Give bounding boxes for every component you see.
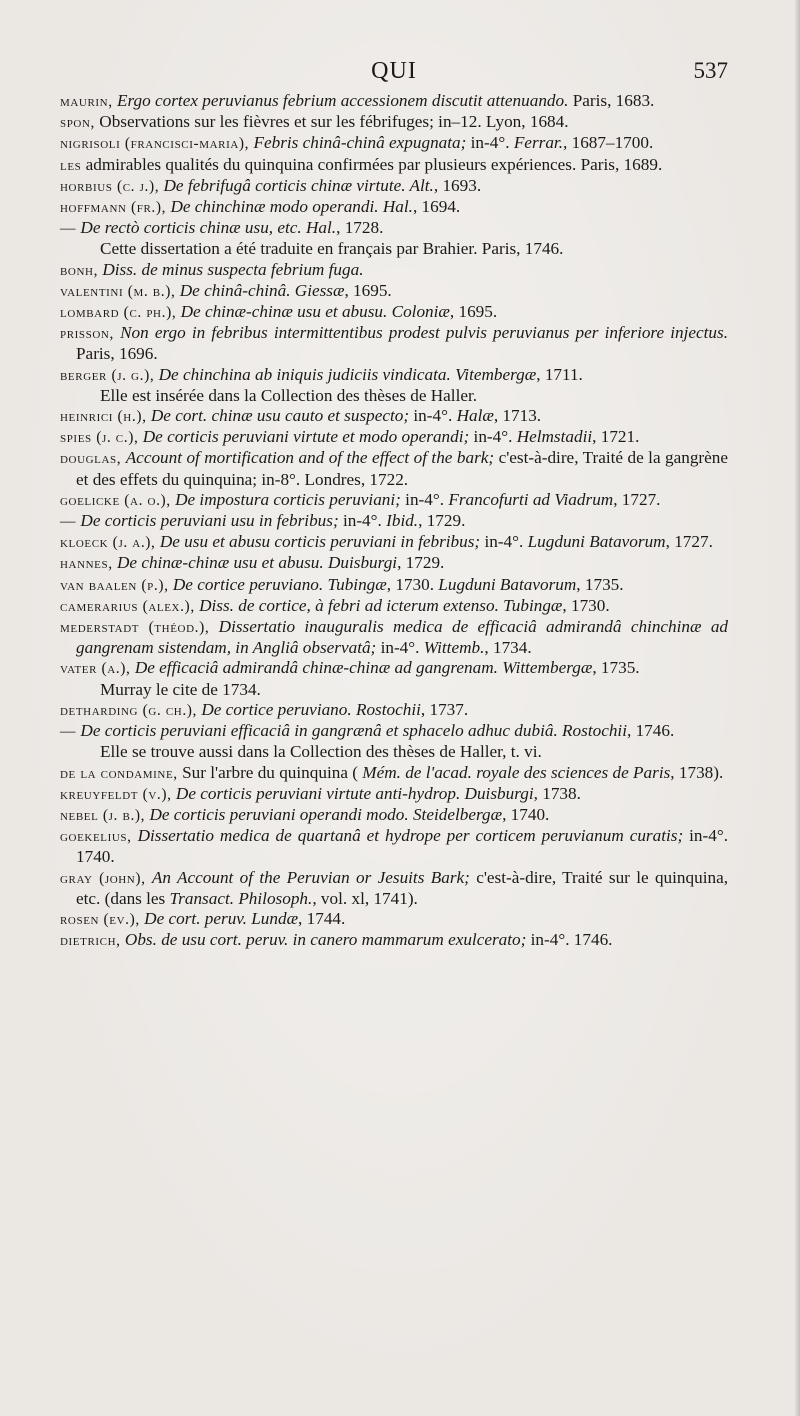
entry-title: Febris chinâ-chinâ expugnata;	[253, 133, 467, 153]
entry-author: prisson,	[60, 325, 114, 343]
entry-title: De cort. chinæ usu cauto et suspecto;	[150, 406, 410, 426]
entry-text: , 1735.	[592, 658, 640, 678]
entry-author: detharding (g. ch.),	[60, 701, 198, 719]
entry-text: , 1711.	[536, 364, 583, 384]
entry-text: , 1728.	[336, 218, 384, 238]
entry-text: Sur l'arbre du quinquina (	[177, 762, 358, 782]
bibliography-entry	[60, 575, 728, 596]
entry-text: , 1730.	[386, 574, 439, 594]
entry-text: , 1687–1700.	[563, 133, 654, 153]
entry-title: De cort. peruv. Lundæ	[144, 908, 299, 928]
entry-author: hoffmann (fr.),	[60, 199, 167, 217]
entry-author: —	[60, 220, 77, 238]
entry-author: nebel (j. b.),	[60, 806, 146, 824]
bibliography-entry	[60, 805, 728, 826]
bibliography-entry	[60, 91, 728, 112]
bibliography-entry	[60, 281, 728, 302]
entry-title: De chinchinæ modo operandi. Hal.	[170, 197, 413, 217]
entry-author: gray (john),	[60, 869, 146, 887]
bibliography-entry	[60, 260, 728, 281]
bibliography-entry	[60, 490, 728, 511]
entry-author: camerarius (alex.),	[60, 597, 195, 615]
entry-author: spies (j. c.),	[60, 429, 139, 447]
entry-title: Account of mortification and of the effect of the bark;	[125, 448, 495, 468]
entry-author: van baalen (p.),	[60, 576, 169, 594]
bibliography-entry	[60, 176, 728, 197]
bibliography-entry	[60, 553, 728, 574]
entry-title: De chinæ-chinæ usu et abusu. Duisburgi	[116, 553, 398, 573]
note-text: Cette dissertation a été traduite en français par Brahier. Paris, 1746.	[100, 239, 564, 259]
entry-title: Diss. de cortice, à febri ad icterum extenso. Tubingæ	[199, 595, 563, 615]
entry-text: Paris, 1683.	[568, 91, 655, 110]
entry-place: Halæ	[456, 406, 494, 426]
entry-author: valentini (m. b.),	[60, 282, 176, 300]
entry-text: , 1730.	[562, 595, 610, 615]
bibliography-entry	[60, 448, 728, 489]
entry-note	[60, 386, 728, 406]
entry-text: , 1694.	[412, 197, 461, 217]
bibliography-entry	[60, 133, 728, 154]
bibliography-entry	[60, 930, 728, 951]
entry-text: , 1695.	[344, 280, 392, 300]
entry-title: Ergo cortex peruvianus febrium accessionem discutit attenuando.	[116, 91, 569, 110]
page-number: 537	[693, 58, 728, 83]
entry-place: Lugduni Batavorum	[438, 574, 577, 594]
bibliography-entry	[60, 511, 728, 532]
entry-author: lombard (c. ph.),	[60, 304, 177, 322]
entry-text: , 1746.	[626, 721, 675, 741]
entry-author: spon,	[60, 114, 95, 132]
entry-title: Obs. de usu cort. peruv. in canero mammarum exulcerato;	[124, 930, 527, 950]
bibliography-entry	[60, 763, 728, 784]
entry-text: in-4°. 1740.	[76, 826, 729, 867]
entry-text: admirables qualités du quinquina confirmées par plusieurs expériences. Paris, 1689.	[81, 154, 663, 174]
entry-text: in-4°.	[338, 511, 387, 531]
entry-place: Lugduni Batavorum	[527, 532, 666, 552]
entry-title: De chinæ-chinæ usu et abusu. Coloniæ	[180, 302, 450, 322]
entry-title: De chinchina ab iniquis judiciis vindicata. Vitembergæ	[158, 364, 537, 384]
entry-title: De chinâ-chinâ. Giessæ	[179, 280, 345, 300]
note-text: Murray le cite de 1734.	[100, 679, 261, 699]
entry-place: Ferrar.	[513, 133, 563, 153]
entry-title: Non ergo in febribus intermittentibus prodest pulvis peruvianus per inferiore injectus.	[120, 323, 729, 343]
entry-text: in-4°.	[376, 638, 424, 658]
entry-text: , 1729.	[418, 511, 466, 531]
bibliography-entry	[60, 406, 728, 427]
entry-text: in-4°.	[400, 489, 449, 509]
entry-note	[60, 742, 728, 762]
entry-text: , 1713.	[493, 406, 542, 426]
entry-text: Observations sur les fièvres et sur les fébrifuges; in–12. Lyon, 1684.	[95, 112, 569, 132]
bibliography-entry	[60, 532, 728, 553]
bibliography-entry	[60, 323, 728, 364]
entry-text: , 1738.	[533, 783, 581, 803]
page-header	[60, 58, 728, 88]
entry-author: —	[60, 513, 77, 531]
entry-note	[60, 680, 728, 700]
entry-place: Helmstadii	[516, 427, 593, 447]
entry-place: Wittemb.	[423, 638, 485, 658]
entry-author: dietrich,	[60, 932, 121, 950]
entry-author: heinrici (h.),	[60, 408, 147, 426]
entry-author: kreuyfeldt (v.),	[60, 785, 172, 803]
entry-text: in-4°.	[409, 406, 457, 426]
entry-title: Dissertatio inauguralis medica de efficaciâ admirandâ chinchinæ ad gangrenam sistendam, in Angliâ observatâ;	[76, 617, 729, 658]
entry-text: , 1740.	[502, 804, 550, 824]
entry-title: De febrifugâ corticis chinæ virtute. Alt.	[163, 175, 434, 195]
entry-place: Francofurti ad Viadrum	[448, 489, 614, 509]
entry-place: Ibid.	[386, 511, 419, 531]
entry-text: in-4°.	[466, 133, 514, 153]
entry-text: , 1695.	[449, 302, 498, 322]
entry-author: hannes,	[60, 555, 113, 573]
bibliography-entry	[60, 826, 728, 867]
bibliography-list	[60, 91, 728, 951]
entry-author: maurin,	[60, 93, 113, 110]
entry-text: , 1737.	[420, 699, 469, 719]
bibliography-entry	[60, 218, 728, 239]
entry-text: , 1693.	[433, 175, 482, 195]
entry-title: De corticis peruviani usu in febribus;	[80, 511, 339, 531]
entry-text: , 1734.	[484, 638, 532, 658]
entry-author: les	[60, 156, 82, 174]
entry-author: kloeck (j. a.),	[60, 534, 156, 552]
entry-title: De efficaciâ admirandâ chinæ-chinæ ad gangrenam. Wittembergæ	[134, 658, 593, 678]
entry-author: vater (a.),	[60, 660, 131, 678]
entry-title: Dissertatio medica de quartanâ et hydrope per corticem peruvianum curatis;	[137, 826, 684, 846]
entry-title: An Account of the Peruvian or Jesuits Bark;	[151, 867, 470, 887]
entry-note	[60, 239, 728, 259]
note-text: Elle est insérée dans la Collection des thèses de Haller.	[100, 385, 478, 405]
bibliography-entry	[60, 112, 728, 133]
entry-author: berger (j. g.),	[60, 366, 155, 384]
entry-text: , vol. xl, 1741).	[312, 888, 418, 908]
running-head: QUI	[371, 58, 417, 84]
entry-title: De impostura corticis peruviani;	[175, 489, 401, 509]
entry-place: Transact. Philosoph.	[169, 888, 313, 908]
entry-title: De cortice peruviano. Rostochii	[201, 699, 421, 719]
bibliography-entry	[60, 302, 728, 323]
entry-author: bonh,	[60, 261, 99, 279]
entry-text: c'est-à-dire, Traité de la gangrène et des effets du quinquina; in-8°. Londres, 1722.	[76, 448, 729, 489]
entry-title: De corticis peruviani operandi modo. Steidelbergæ	[149, 804, 503, 824]
entry-author: goekelius,	[60, 828, 132, 846]
entry-text: Paris, 1696.	[76, 344, 158, 364]
entry-title: De rectò corticis chinæ usu, etc. Hal.	[80, 218, 337, 238]
entry-author: de la condamine,	[60, 764, 178, 782]
entry-author: nigrisoli (francisci-maria),	[60, 135, 250, 153]
bibliography-entry	[60, 909, 728, 930]
entry-text: c'est-à-dire, Traité sur le quinquina, etc. (dans les	[76, 867, 728, 908]
entry-author: —	[60, 723, 77, 741]
bibliography-entry	[60, 427, 728, 448]
entry-text: , 1735.	[576, 574, 624, 594]
entry-text: in-4°.	[480, 532, 528, 552]
entry-author: horbius (c. j.),	[60, 177, 160, 195]
entry-text: in-4°.	[469, 427, 517, 447]
entry-text: in-4°. 1746.	[526, 930, 613, 950]
entry-text: , 1727.	[665, 532, 713, 552]
entry-text: , 1744.	[298, 908, 346, 928]
bibliography-entry	[60, 868, 728, 909]
bibliography-entry	[60, 596, 728, 617]
entry-title: De cortice peruviano. Tubingæ	[172, 574, 387, 594]
entry-author: goelicke (a. o.),	[60, 491, 171, 509]
entry-text: , 1738).	[670, 762, 724, 782]
entry-text: , 1727.	[613, 489, 661, 509]
bibliography-entry	[60, 784, 728, 805]
entry-title: Diss. de minus suspecta febrium fuga.	[102, 259, 364, 279]
bibliography-entry	[60, 721, 728, 742]
bibliography-entry	[60, 365, 728, 386]
entry-author: rosen (ev.),	[60, 910, 140, 928]
bibliography-entry	[60, 658, 728, 679]
entry-title: De corticis peruviani virtute et modo operandi;	[142, 427, 470, 447]
entry-title: De usu et abusu corticis peruviani in febribus;	[159, 532, 481, 552]
note-text: Elle se trouve aussi dans la Collection des thèses de Haller, t. vi.	[100, 742, 542, 762]
bibliography-entry	[60, 155, 728, 176]
bibliography-entry	[60, 700, 728, 721]
bibliography-entry	[60, 617, 728, 658]
entry-title: De corticis peruviani virtute anti-hydrop. Duisburgi	[175, 783, 534, 803]
bibliography-entry	[60, 197, 728, 218]
page-edge-shadow	[794, 0, 800, 1416]
entry-author: douglas,	[60, 450, 122, 468]
entry-text: , 1721.	[592, 427, 640, 447]
entry-author: mederstadt (théod.),	[60, 619, 210, 637]
entry-title: Mém. de l'acad. royale des sciences de Paris	[362, 762, 671, 782]
entry-title: De corticis peruviani efficaciâ in gangrænâ et sphacelo adhuc dubiâ. Rostochii	[80, 721, 627, 741]
entry-text: , 1729.	[397, 553, 445, 573]
